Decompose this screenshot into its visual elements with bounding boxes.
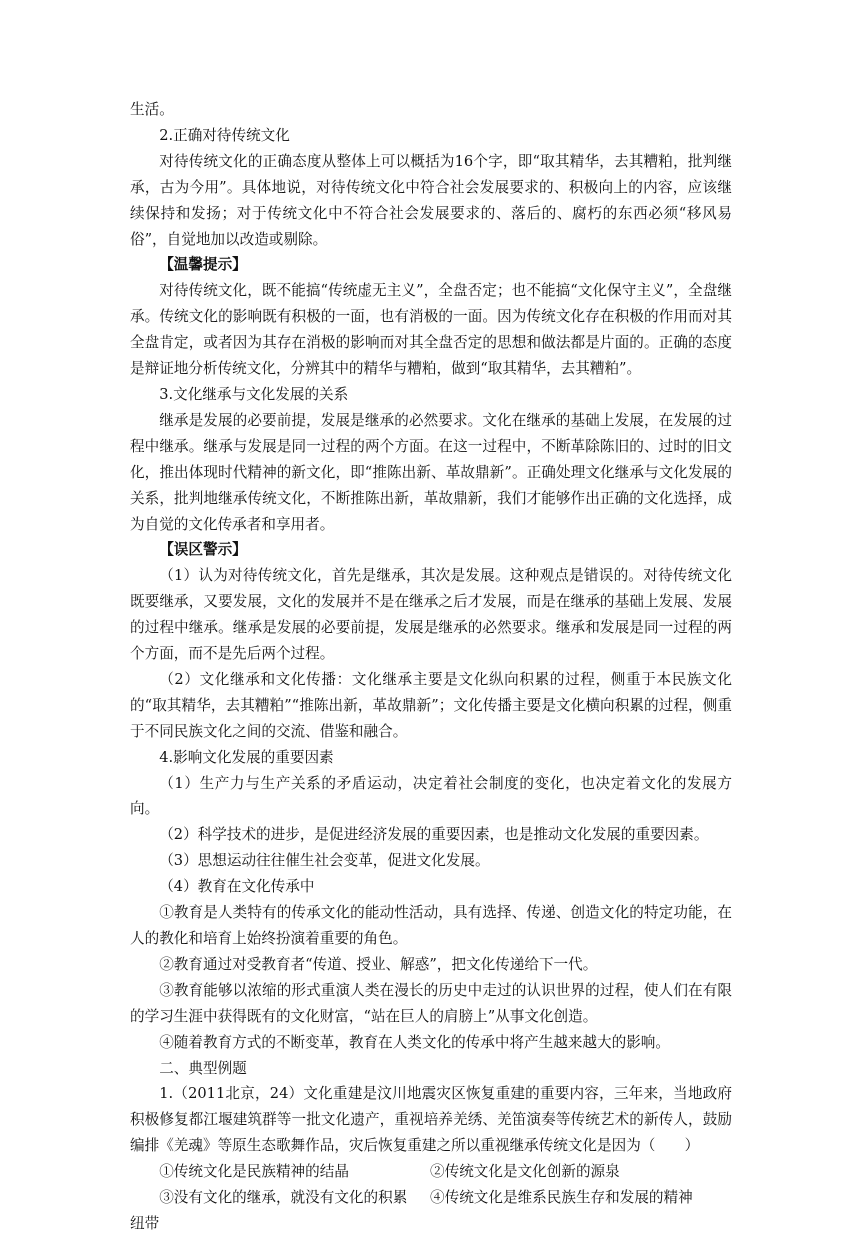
paragraph: （3）思想运动往往催生社会变革，促进文化发展。 bbox=[159, 852, 490, 870]
paragraph: 二、典型例题 bbox=[159, 1059, 247, 1077]
paragraph: ③教育能够以浓缩的形式重演人类在漫长的历史中走过的认识世界的过程，使人们在有限的学习生涯中获得既有的文化财富，“站在巨人的肩膀上”从事文化创造。 bbox=[130, 981, 732, 1025]
answer-options bbox=[130, 1159, 732, 1211]
option-4-continuation: 纽带 bbox=[130, 1214, 160, 1232]
paragraph: （4）教育在文化传承中 bbox=[159, 878, 315, 896]
document-page bbox=[130, 97, 732, 1237]
section-tip-heading: 【误区警示】 bbox=[159, 541, 247, 559]
paragraph: 继承是发展的必要前提，发展是继承的必然要求。文化在继承的基础上发展，在发展的过程中继承。继承与发展是同一过程的两个方面。在这一过程中，不断革除陈旧的、过时的旧文化，推出体现时代精神的新文化，即“推陈出新、革故鼎新”。正确处理文化继承与文化发展的关系，批判地继承传统文化，不断推陈出新，革故鼎新，我们才能够作出正确的文化选择，成为自觉的文化传承者和享用者。 bbox=[130, 411, 732, 533]
section-tip-heading: 【温馨提示】 bbox=[159, 256, 247, 274]
paragraph: 4.影响文化发展的重要因素 bbox=[159, 748, 334, 766]
option-3: ③没有文化的继承，就没有文化的积累 bbox=[159, 1189, 408, 1207]
paragraph: ④随着教育方式的不断变革，教育在人类文化的传承中将产生越来越大的影响。 bbox=[159, 1033, 670, 1051]
paragraph: 对待传统文化的正确态度从整体上可以概括为16个字，即“取其精华，去其糟粕，批判继承，古为今用”。具体地说，对待传统文化中符合社会发展要求的、积极向上的内容，应该继续保持和发扬；对于传统文化中不符合社会发展要求的、落后的、腐朽的东西必须“移风易俗”，自觉地加以改造或剔除。 bbox=[130, 152, 732, 248]
option-4: ④传统文化是维系民族生存和发展的精神 bbox=[430, 1189, 693, 1207]
paragraph: 生活。 bbox=[130, 101, 174, 118]
paragraph: ②教育通过对受教育者“传道、授业、解惑”，把文化传递给下一代。 bbox=[159, 955, 598, 973]
document-body bbox=[130, 97, 732, 1159]
paragraph: （1）生产力与生产关系的矛盾运动，决定着社会制度的变化，也决定着文化的发展方向。 bbox=[130, 774, 732, 818]
paragraph: （2）文化继承和文化传播：文化继承主要是文化纵向积累的过程，侧重于本民族文化的“取其精华，去其糟粕”“推陈出新，革故鼎新”；文化传播主要是文化横向积累的过程，侧重于不同民族文化之间的交流、借鉴和融合。 bbox=[130, 670, 732, 740]
option-2: ②传统文化是文化创新的源泉 bbox=[430, 1163, 620, 1181]
paragraph: ①教育是人类特有的传承文化的能动性活动，具有选择、传递、创造文化的特定功能，在人的教化和培育上始终扮演着重要的角色。 bbox=[130, 904, 732, 947]
paragraph: 1.（2011北京，24）文化重建是汶川地震灾区恢复重建的重要内容，三年来，当地政府积极修复都江堰建筑群等一批文化遗产，重视培养羌绣、羌笛演奏等传统艺术的新传人，鼓励编排《羌魂》等原生态歌舞作品，灾后恢复重建之所以重视继承传统文化是因为（ ） bbox=[130, 1085, 732, 1155]
option-1: ①传统文化是民族精神的结晶 bbox=[159, 1163, 349, 1181]
paragraph: 2.正确对待传统文化 bbox=[159, 126, 290, 144]
paragraph: 3.文化继承与文化发展的关系 bbox=[159, 385, 349, 403]
paragraph: （1）认为对待传统文化，首先是继承，其次是发展。这种观点是错误的。对待传统文化既要继承，又要发展，文化的发展并不是在继承之后才发展，而是在继承的基础上发展、发展的过程中继承。继承是发展的必要前提，发展是继承的必然要求。继承和发展是同一过程的两个方面，而不是先后两个过程。 bbox=[130, 567, 732, 663]
paragraph: 对待传统文化，既不能搞“传统虚无主义”，全盘否定；也不能搞“文化保守主义”，全盘继承。传统文化的影响既有积极的一面，也有消极的一面。因为传统文化存在积极的作用而对其全盘肯定，或者因为其存在消极的影响而对其全盘否定的思想和做法都是片面的。正确的态度是辩证地分析传统文化，分辨其中的精华与糟粕，做到“取其精华，去其糟粕”。 bbox=[130, 282, 732, 378]
paragraph: （2）科学技术的进步，是促进经济发展的重要因素，也是推动文化发展的重要因素。 bbox=[159, 826, 709, 844]
